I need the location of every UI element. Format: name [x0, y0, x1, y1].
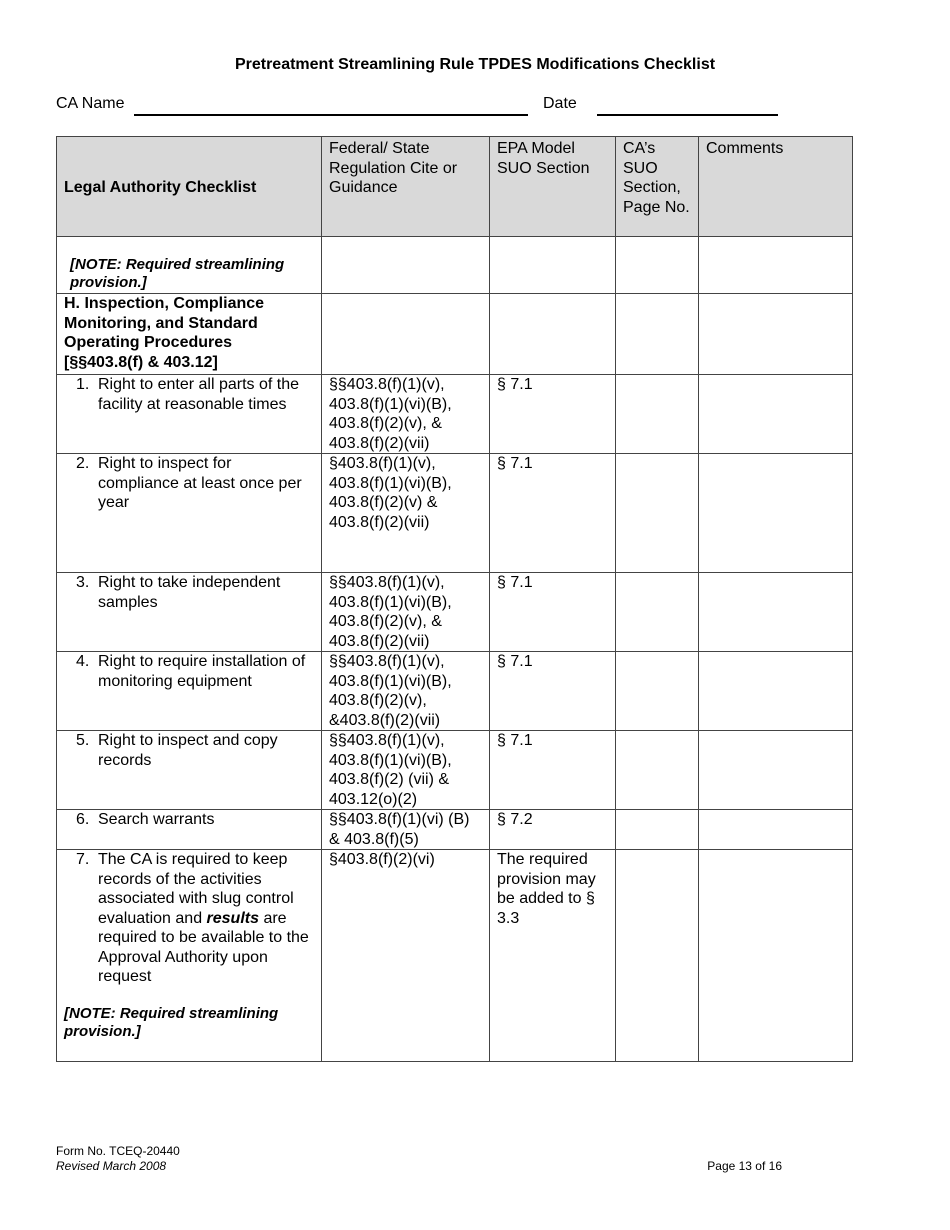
- item-text: Search warrants: [98, 811, 215, 828]
- comment-cell[interactable]: [699, 454, 853, 573]
- ca-suo-cell[interactable]: [616, 454, 699, 573]
- page-title: Pretreatment Streamlining Rule TPDES Modifications Checklist: [234, 56, 716, 73]
- item-text-part: are required to be available to the Approval Authority upon request: [98, 909, 309, 985]
- item-text: Right to require installation of monitoring equipment: [98, 653, 306, 690]
- checklist-table: [56, 136, 853, 1062]
- revision-date: Revised March 2008: [56, 1159, 167, 1173]
- table-row: [57, 454, 853, 573]
- regulation-cite: §§403.8(f)(1)(v), 403.8(f)(1)(vi)(B), 403.8(f)(2) (vii) & 403.12(o)(2): [322, 731, 490, 810]
- item-text: Right to inspect and copy records: [98, 732, 278, 769]
- regulation-cite: §§403.8(f)(1)(v), 403.8(f)(1)(vi)(B), 403.8(f)(2)(v), & 403.8(f)(2)(vii): [322, 573, 490, 652]
- ca-name-label: CA Name: [56, 95, 125, 112]
- header-comments: Comments: [699, 137, 853, 237]
- regulation-cite: §§403.8(f)(1)(v), 403.8(f)(1)(vi)(B), 403.8(f)(2)(v), &403.8(f)(2)(vii): [322, 652, 490, 731]
- item-text: Right to take independent samples: [98, 574, 281, 611]
- epa-suo-section: § 7.1: [490, 573, 616, 652]
- item-text: Right to inspect for compliance at least once per year: [98, 455, 302, 511]
- date-line[interactable]: [597, 114, 778, 116]
- comment-cell[interactable]: [699, 375, 853, 454]
- epa-suo-section: The required provision may be added to § 3.3: [490, 850, 616, 1062]
- item-text: [98, 850, 314, 987]
- item-number: 1.: [76, 376, 90, 393]
- form-number: Form No. TCEQ-20440: [56, 1144, 180, 1158]
- item-number: 5.: [76, 732, 90, 749]
- epa-suo-section: § 7.1: [490, 375, 616, 454]
- table-row: [57, 810, 853, 850]
- ca-name-line[interactable]: [134, 114, 528, 116]
- regulation-cite: §403.8(f)(1)(v), 403.8(f)(1)(vi)(B), 403.8(f)(2)(v) & 403.8(f)(2)(vii): [322, 454, 490, 573]
- ca-suo-cell[interactable]: [616, 731, 699, 810]
- table-row: [57, 375, 853, 454]
- ca-suo-cell[interactable]: [616, 850, 699, 1062]
- date-label: Date: [543, 95, 577, 112]
- header-epa-model-suo: EPA Model SUO Section: [490, 137, 616, 237]
- ca-suo-cell[interactable]: [616, 652, 699, 731]
- ca-suo-cell[interactable]: [616, 810, 699, 850]
- item-number: 2.: [76, 455, 90, 472]
- epa-suo-section: § 7.1: [490, 454, 616, 573]
- comment-cell[interactable]: [699, 294, 853, 375]
- table-row: [57, 652, 853, 731]
- ca-suo-cell[interactable]: [616, 375, 699, 454]
- comment-cell[interactable]: [699, 731, 853, 810]
- epa-suo-section: § 7.1: [490, 652, 616, 731]
- item-number: 4.: [76, 653, 90, 670]
- comment-cell[interactable]: [699, 850, 853, 1062]
- note-row: [57, 237, 853, 294]
- comment-cell[interactable]: [699, 652, 853, 731]
- item-number: 6.: [76, 811, 90, 828]
- note-text: [NOTE: Required streamlining provision.]: [64, 1004, 279, 1040]
- epa-suo-section: § 7.2: [490, 810, 616, 850]
- note-text: [NOTE: Required streamlining provision.]: [70, 256, 285, 291]
- section-heading: H. Inspection, Compliance Monitoring, and Standard Operating Procedures [§§403.8(f) & 403.12]: [64, 295, 265, 371]
- page-number: Page 13 of 16: [707, 1159, 782, 1173]
- epa-suo-section: § 7.1: [490, 731, 616, 810]
- header-legal-authority: Legal Authority Checklist: [57, 137, 322, 237]
- table-row: [57, 731, 853, 810]
- header-ca-suo-section: CA’s SUO Section, Page No.: [616, 137, 699, 237]
- item-text-part: The CA is required to keep records of the activities associated with slug control evaluation and: [98, 851, 294, 927]
- table-row: [57, 850, 853, 1062]
- regulation-cite: §§403.8(f)(1)(v), 403.8(f)(1)(vi)(B), 403.8(f)(2)(v), & 403.8(f)(2)(vii): [322, 375, 490, 454]
- header-regulation-cite: Federal/ State Regulation Cite or Guidance: [322, 137, 490, 237]
- comment-cell[interactable]: [699, 573, 853, 652]
- comment-cell[interactable]: [699, 237, 853, 294]
- item-text: Right to enter all parts of the facility at reasonable times: [98, 376, 299, 413]
- regulation-cite: §403.8(f)(2)(vi): [322, 850, 490, 1062]
- item-number: 7.: [76, 851, 90, 868]
- ca-suo-cell[interactable]: [616, 573, 699, 652]
- table-row: [57, 573, 853, 652]
- item-text-emphasis: results: [206, 909, 259, 927]
- regulation-cite: §§403.8(f)(1)(vi) (B) & 403.8(f)(5): [322, 810, 490, 850]
- section-heading-row: [57, 294, 853, 375]
- item-number: 3.: [76, 574, 90, 591]
- comment-cell[interactable]: [699, 810, 853, 850]
